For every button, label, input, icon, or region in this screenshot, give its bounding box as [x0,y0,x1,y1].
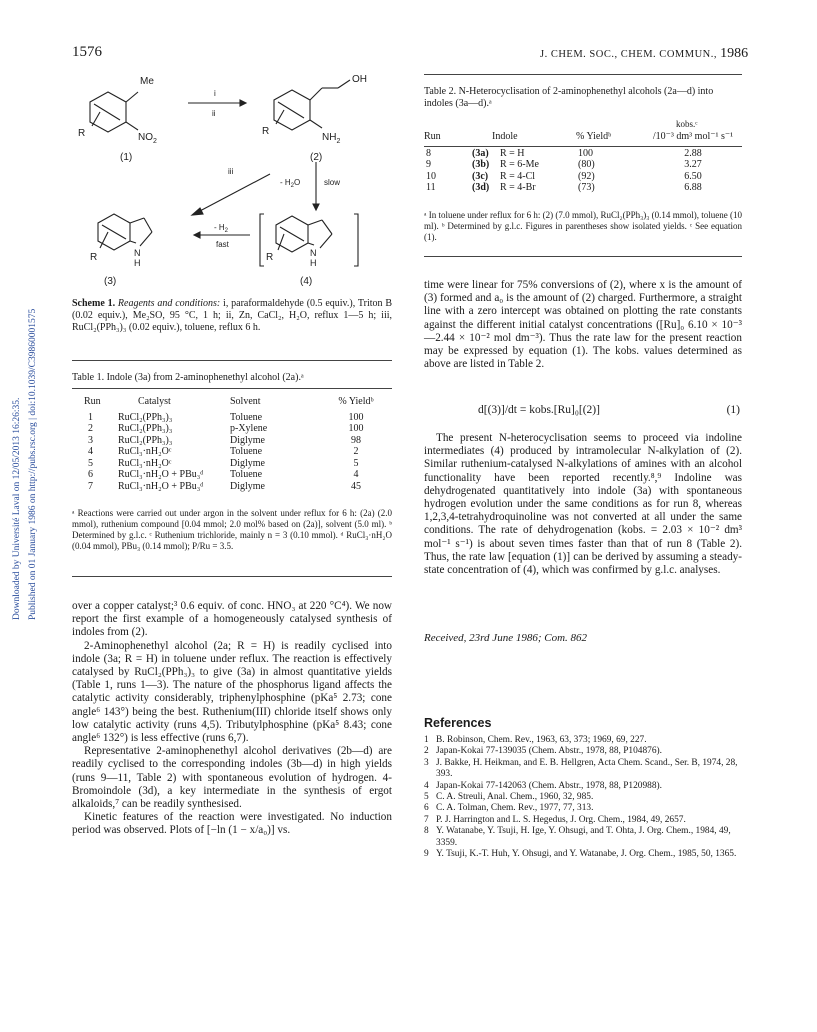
table1-cell-solvent: p-Xylene [230,423,268,434]
equation-number: (1) [726,404,740,416]
label-n-3: N [134,248,141,258]
label-minus-h2o: - $H_2O$ [280,178,301,189]
pyrrole-bond-c [140,232,152,246]
table-row [424,171,742,183]
table2-head-kobs-units: /10⁻³ dm³ mol⁻¹ s⁻¹ [652,131,734,142]
table2-cell-substituent: R = 4-Br [500,182,536,193]
table2-cell-compound: (3b) [472,159,490,170]
table1-top-rule [72,360,392,361]
pyrrole-bond-b [144,218,152,232]
table1-title: Table 1. Indole (3a) from 2-aminophenethyl alcohol (2a).ᵃ [72,372,304,383]
table2-cell-compound: (3a) [472,147,489,159]
arrow-head-i-ii [240,100,246,106]
table2-body [424,143,742,194]
table2-cell-yield: (80) [578,159,595,170]
table1-cell-yield: 5 [353,457,359,469]
reference-number: 3 [424,757,429,768]
table1-cell-catalyst: RuCl₂(PPh₃)₃ [118,423,173,434]
table2-cell-substituent: R = 6-Me [500,159,539,170]
table2-footnote: ᵃ In toluene under reflux for 6 h: (2) (7.0 mmol), RuCl₂(PPh₃)₃ (0.14 mmol), toluene (10 ml). ᵇ Determined by g.l.c. Figures in parentheses show isolated yields. ᶜ See equation (1). [424,210,742,242]
table2-cell-substituent: R = 4-Cl [500,170,536,182]
table1-cell-yield: 4 [353,469,359,480]
table1-cell-catalyst: RuCl₃·nH₂Oᶜ [118,457,172,469]
label-fast: fast [216,240,229,249]
table2-cell-substituent: R = H [500,147,525,159]
reference-item [424,781,742,792]
table2-cell-yield: 100 [578,147,593,159]
equation-1 [478,404,740,416]
journal-year: 1986 [720,46,749,61]
sidebar-published: Published on 01 January 1986 on http://pubs.rsc.org | doi:10.1039/C39860001575 [28,308,38,620]
scheme-1-diagram [70,70,390,292]
table1 [72,396,392,492]
table1-cell-solvent: Toluene [230,446,263,457]
reference-item [424,735,742,746]
reference-text: P. J. Harrington and L. S. Hegedus, J. Org. Chem., 1984, 49, 2657. [436,814,686,825]
table1-cell-catalyst: RuCl₃·nH₂O + PBu₃ᵈ [118,469,204,480]
label-step-ii: ii [212,109,216,118]
label-no2: $NO_2$ [138,132,157,145]
left-column-text [72,600,392,838]
table2-cell-run: 10 [426,170,436,182]
table1-cell-solvent: Toluene [230,469,263,480]
left-paragraph: Kinetic features of the reaction were investigated. No induction period was observed. Plots of [−ln (1 − x/a₀)] vs. [72,811,392,837]
sidebar-downloaded: Downloaded by Université Laval on 12/05/2013 16:26:35. [12,397,22,620]
table2-head-yield: % Yieldᵇ [576,131,612,142]
label-slow: slow [324,178,341,187]
reference-text: C. A. Streuli, Anal. Chem., 1960, 32, 985. [436,792,594,803]
ring-bond-b [322,220,332,234]
table1-head-catalyst: Catalyst [138,396,171,407]
pyrrole-bond-a [130,218,144,223]
download-sidebar [6,200,46,620]
ring-bond-d [308,243,314,245]
table1-cell-catalyst: RuCl₂(PPh₃)₃ [118,411,173,423]
table2-head-run: Run [424,131,441,142]
arrow-head-fast [194,232,200,238]
reference-number: 5 [424,792,429,803]
table2-cell-yield: (92) [578,170,595,182]
table1-cell-catalyst: RuCl₃·nH₂O + PBu₃ᵈ [118,480,204,492]
table1-cell-run: 2 [88,423,93,434]
table-row [72,412,392,424]
label-minus-h2: - $H_2$ [214,223,229,234]
reference-item [424,826,742,849]
reference-number: 4 [424,780,429,791]
table-row [424,182,742,194]
table1-cell-run: 4 [88,446,93,457]
reference-number: 6 [424,803,429,814]
table1-footnote: ᵃ Reactions were carried out under argon in the solvent under reflux for 6 h: (2a) (2.0 mmol), ruthenium compound [0.04 mmol; 2.0 mol% based on (2a)], solvent (5.0 ml). ᵇ Determined by g.l.c. ᶜ Ruthenium trichloride, mainly n = 3 (0.10 mmol). ᵈ RuCl₃·nH₂O (0.04 mmol), PBu₃ (0.14 mmol); P/Ru = 3.5. [72,508,392,551]
scheme-1-caption: Scheme 1. Reagents and conditions: i, paraformaldehyde (0.5 equiv.), Triton B (0.02 equiv.), Me₂SO, 95 °C, 1 h; ii, Zn, CaCl₂, H₂O, reflux 1—5 h; iii, RuCl₂(PPh₃)₃ (0.02 equiv.), toluene, reflux 6 h. [72,298,392,333]
table-row [72,446,392,458]
table2-cell-compound: (3d) [472,182,490,193]
label-r-2: R [262,126,270,137]
r-line-1 [92,112,100,126]
table2 [424,131,742,194]
table2-head-indole: Indole [492,131,518,142]
reference-number: 2 [424,746,429,757]
table2-top-rule [424,74,742,75]
arrow-iii [198,174,270,212]
table2-cell-compound: (3c) [472,170,489,182]
table1-cell-yield: 98 [351,434,361,446]
label-compound-1: (1) [120,152,133,163]
reference-text: Y. Watanabe, Y. Tsuji, H. Ige, Y. Ohsugi, and T. Ohta, J. Org. Chem., 1984, 49, 3359. [436,826,731,848]
table2-cell-run: 9 [426,159,431,170]
table2-cell-kobs: 6.88 [684,182,702,193]
references-list [424,735,742,860]
reference-number: 1 [424,735,429,745]
bracket-right [354,214,358,266]
table1-cell-run: 3 [88,434,93,446]
right-column-text-a [424,279,742,371]
table2-header-row [424,131,742,143]
label-oh: OH [352,74,367,85]
table2-cell-yield: (73) [578,182,595,193]
table-row [72,458,392,470]
reference-item [424,746,742,757]
reference-item [424,815,742,826]
table2-cell-kobs: 3.27 [684,159,702,170]
table-row [424,148,742,160]
ethyl-bond-a [310,88,322,100]
equation-text: d[(3)]/dt = kobs.[Ru]₀[(2)] [478,404,600,416]
table-row [72,435,392,447]
nh2-bond [310,120,322,128]
label-step-iii: iii [228,167,234,176]
journal-name: J. CHEM. SOC., CHEM. COMMUN., [540,49,717,60]
label-step-i: i [214,89,216,98]
reference-item [424,803,742,814]
label-r-1: R [78,128,86,139]
reference-number: 7 [424,814,429,825]
label-nh2: $NH_2$ [322,132,341,145]
pyrrole-bond-d [130,241,136,243]
table2-cell-kobs: 2.88 [684,147,702,159]
no2-bond [126,122,138,130]
label-h-4: H [310,258,317,268]
table1-cell-yield: 45 [351,480,361,492]
ring-bond-c [320,234,332,248]
reference-text: C. A. Tolman, Chem. Rev., 1977, 77, 313. [436,803,594,814]
table2-title: Table 2. N-Heterocyclisation of 2-aminophenethyl alcohols (2a—d) into indoles (3a—d).ᵃ [424,86,714,109]
label-r-3: R [90,252,98,263]
left-paragraph: over a copper catalyst;³ 0.6 equiv. of conc. HNO₃ at 220 °C⁴). We now report the first example of a homogeneously catalysed synthesis of indoles from (2). [72,600,392,639]
left-paragraph: 2-Aminophenethyl alcohol (2a; R = H) is readily cyclised into indole (3a; R = H) in toluene under reflux. The reaction is effectively catalysed by RuCl₂(PPh₃)₃ to give (3a) in almost quantitative yields (Table 1, runs 1—3). The nature of the phosphorus ligand affects the catalytic activity considerably, triphenylphosphine (pKa⁵ 2.73; cone angle⁶ 143°) being the best. Ruthenium(III) chloride itself shows only low catalytic activity (runs 4,5). Tributylphosphine (pKa⁵ 8.43; cone angle⁶ 132°) is less effective (runs 6,7). [72,639,392,745]
page-number: 1576 [72,44,102,60]
label-compound-2: (2) [310,152,323,163]
table1-cell-catalyst: RuCl₂(PPh₃)₃ [118,434,173,446]
table1-cell-solvent: Diglyme [230,434,265,446]
table1-head-yield: % Yieldᵇ [338,396,374,407]
reference-item [424,792,742,803]
table1-body [72,412,392,493]
table1-cell-yield: 2 [353,446,359,457]
reference-item [424,758,742,781]
reference-text: B. Robinson, Chem. Rev., 1963, 63, 373; 1969, 69, 227. [436,735,647,745]
table-row [72,423,392,435]
table-row [72,469,392,481]
ring-bond-a [308,220,322,225]
table1-cell-run: 5 [88,457,93,469]
label-n-4: N [310,248,317,258]
reference-text: Japan-Kokai 77-139035 (Chem. Abstr., 1978, 88, P104876). [436,746,663,757]
table1-cell-catalyst: RuCl₃·nH₂Oᶜ [118,446,172,457]
bracket-left [260,214,264,266]
right-paragraph: time were linear for 75% conversions of (2), where x is the amount of (3) formed and a₀ is the amount of (2) charged. Furthermore, a straight line with a zero intercept was obtained on plotting the rate constants against the different initial catalyst concentrations ([Ru]₀ 6.10 × 10⁻³—2.44 × 10⁻² mol dm⁻³). Thus the rate law for the present reaction may be expressed by equation (1). The kobs. values determined as above are listed in Table 2. [424,279,742,371]
oh-bond [338,80,350,88]
table1-head-run: Run [84,396,101,407]
table1-header-row [72,396,392,408]
table1-head-solvent: Solvent [230,396,261,407]
left-paragraph: Representative 2-aminophenethyl alcohol derivatives (2b—d) are readily cyclised to the corresponding indoles (3b—d) in high yields (runs 9—11, Table 2) with spontaneous evolution of hydrogen. 4-Bromoindole (3d), a key intermediate in the synthesis of ergot alkaloids,⁷ can be readily synthesised. [72,745,392,811]
table1-cell-run: 6 [88,469,93,480]
table1-bottom-rule [72,576,392,577]
references-title: References [424,716,492,730]
table2-cell-run: 11 [426,182,436,193]
right-paragraph: The present N-heterocyclisation seems to proceed via indoline intermediates (4) produced by intramolecular N-alkylation of (2). Similar ruthenium-catalysed N-alkylations of amines with an alcohol functionality have been reported recently.⁸,⁹ Indoline was dehydrogenated quantitatively into indole (3a) with spontaneous hydrogen evolution under the same conditions as for run 8, whereas 1,2,3,4-tetrahydroquinoline was not converted at all under the same conditions. The rate of dehydrogenation (kobs. = 2.03 × 10⁻² dm³ mol⁻¹ s⁻¹) is about seven times faster than that of run 8 (Table 2). Thus, the rate law [equation (1)] can be derived by assuming a steady-state concentration of (4), which was confirmed by g.l.c. analyses. [424,432,742,577]
reference-number: 9 [424,849,429,860]
table1-header-rule [72,388,392,389]
arrow-head-slow [313,204,319,210]
reference-text: Y. Tsuji, K.-T. Huh, Y. Ohsugi, and Y. Watanabe, J. Org. Chem., 1985, 50, 1365. [436,849,737,860]
label-compound-3: (3) [104,276,117,287]
table1-cell-yield: 100 [348,411,364,423]
table2-kobs-head: kobs.ᶜ [676,119,698,129]
label-r-4: R [266,252,274,263]
table2-bottom-rule [424,256,742,257]
table1-cell-run: 1 [88,411,93,423]
reference-text: J. Bakke, H. Heikman, and E. B. Hellgren, Acta Chem. Scand., Ser. B, 1974, 28, 393. [436,757,738,780]
table-row [424,159,742,171]
r-line-2 [276,110,284,124]
label-compound-4: (4) [300,276,313,287]
right-column-text-b [424,432,742,577]
received-line: Received, 23rd June 1986; Com. 862 [424,632,588,644]
reference-item [424,849,742,860]
table1-cell-solvent: Toluene [230,411,263,423]
table-row [72,481,392,493]
arrow-head-iii [192,208,203,215]
me-bond [126,92,138,102]
table1-cell-solvent: Diglyme [230,480,265,492]
table1-cell-solvent: Diglyme [230,457,265,469]
table2-cell-kobs: 6.50 [684,170,702,182]
table2-header-rule [424,146,742,147]
reference-text: Japan-Kokai 77-142063 (Chem. Abstr., 1978, 88, P120988). [436,780,663,791]
label-h-3: H [134,258,141,268]
r-bond-1 [94,104,120,120]
reference-number: 8 [424,826,429,837]
table1-cell-yield: 100 [348,423,364,434]
journal-header [540,46,748,62]
label-me: Me [140,76,154,87]
r-bond-2 [278,102,304,118]
table2-cell-run: 8 [426,147,431,159]
table1-cell-run: 7 [88,480,93,492]
